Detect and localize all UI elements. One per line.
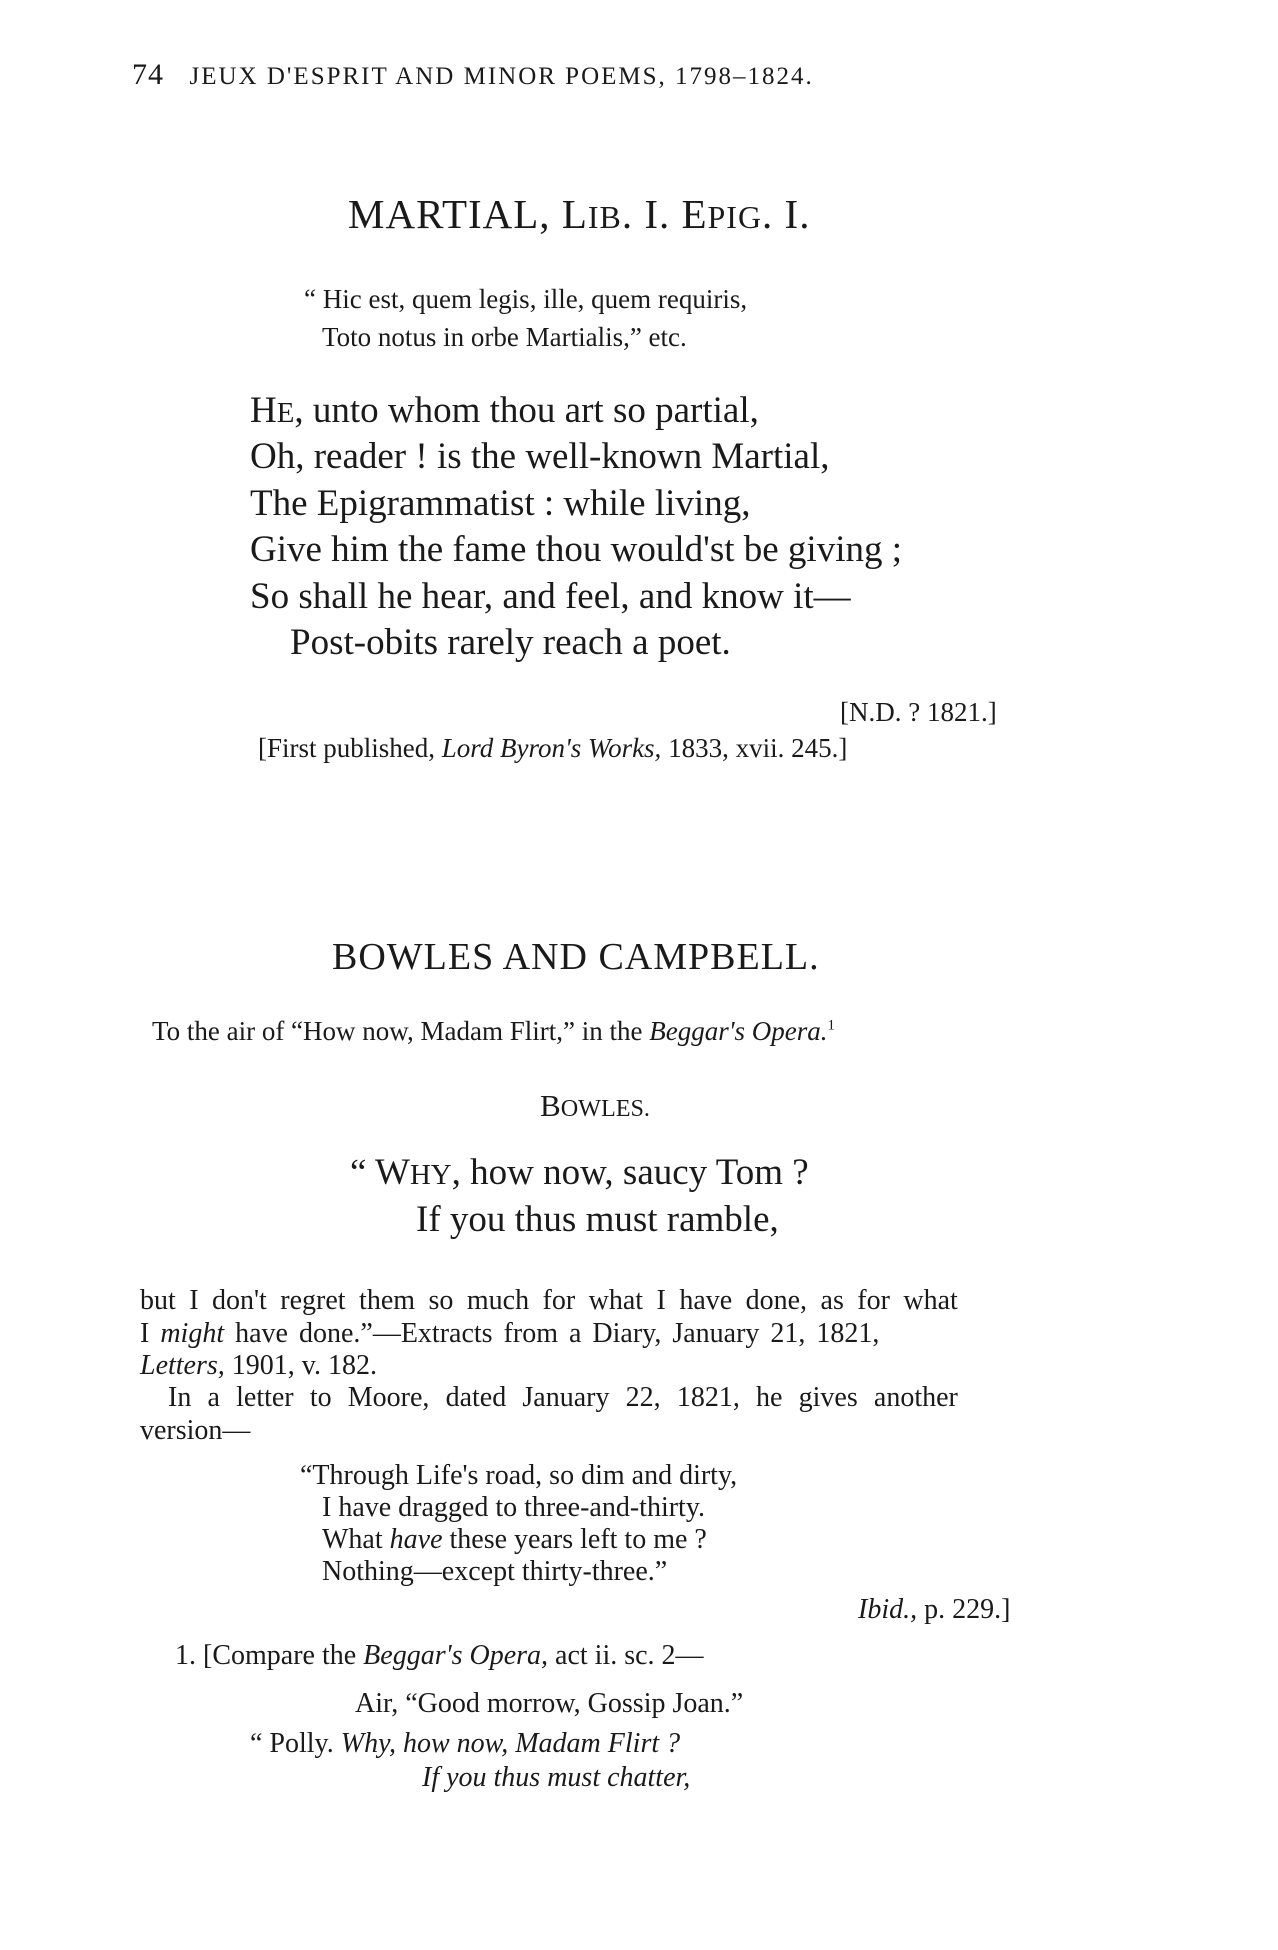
martial-title: MARTIAL, LIB. I. EPIG. I. — [348, 191, 811, 237]
note-cont-line-1: but I don't regret them so much for what I have done, as for what — [140, 1285, 958, 1316]
footnote-mark: 1 — [827, 1017, 835, 1034]
poem-date: [N.D. ? 1821.] — [840, 697, 997, 727]
note-para2-line-1: In a letter to Moore, dated January 22, 1821, he gives another — [168, 1382, 958, 1413]
publication-note: [First published, Lord Byron's Works, 1833, xvii. 245.] — [258, 733, 848, 763]
page-number: 74 — [132, 58, 164, 91]
bowles-line-2: If you thus must ramble, — [416, 1199, 779, 1240]
note-verse-1: “Through Life's road, so dim and dirty, — [300, 1460, 738, 1491]
footnote-air: Air, “Good morrow, Gossip Joan.” — [355, 1688, 744, 1719]
note-cont-line-3: Letters, 1901, v. 182. — [140, 1350, 377, 1381]
footnote-1: 1. [Compare the Beggar's Opera, act ii. sc. 2— — [175, 1640, 704, 1671]
air-line: To the air of “How now, Madam Flirt,” in the Beggar's Opera.$^1$ — [152, 1016, 835, 1046]
speaker-bowles: BOWLES. — [540, 1088, 650, 1123]
note-cont-line-2: I might have done.”—Extracts from a Diary, January 21, 1821, — [140, 1318, 880, 1349]
motto-line-2: Toto notus in orbe Martialis,” etc. — [322, 322, 687, 352]
bowles-line-1: “ WHY, how now, saucy Tom ? — [350, 1152, 809, 1193]
footnote-polly-2: If you thus must chatter, — [422, 1762, 691, 1793]
note-ibid: Ibid., p. 229.] — [858, 1594, 1011, 1625]
note-para2-line-2: version— — [140, 1415, 251, 1446]
note-verse-4: Nothing—except thirty-three.” — [322, 1556, 668, 1587]
poem-line-6: Post-obits rarely reach a poet. — [290, 622, 731, 663]
running-title: JEUX D'ESPRIT AND MINOR POEMS, 1798–1824. — [189, 63, 814, 90]
footnote-polly-1: “ Polly. Why, how now, Madam Flirt ? — [250, 1728, 681, 1759]
poem-line-1: HE, unto whom thou art so partial, — [250, 390, 759, 431]
motto-line-1: “ Hic est, quem legis, ille, quem requiris, — [304, 284, 748, 314]
poem-line-3: The Epigrammatist : while living, — [250, 483, 751, 524]
poem-line-4: Give him the fame thou would'st be giving ; — [250, 529, 903, 570]
bowles-title: BOWLES AND CAMPBELL. — [332, 936, 820, 978]
note-verse-3: What have these years left to me ? — [322, 1524, 707, 1555]
running-head — [132, 58, 814, 92]
poem-line-5: So shall he hear, and feel, and know it— — [250, 576, 851, 617]
note-verse-2: I have dragged to three-and-thirty. — [322, 1492, 706, 1523]
poem-line-2: Oh, reader ! is the well-known Martial, — [250, 436, 830, 477]
